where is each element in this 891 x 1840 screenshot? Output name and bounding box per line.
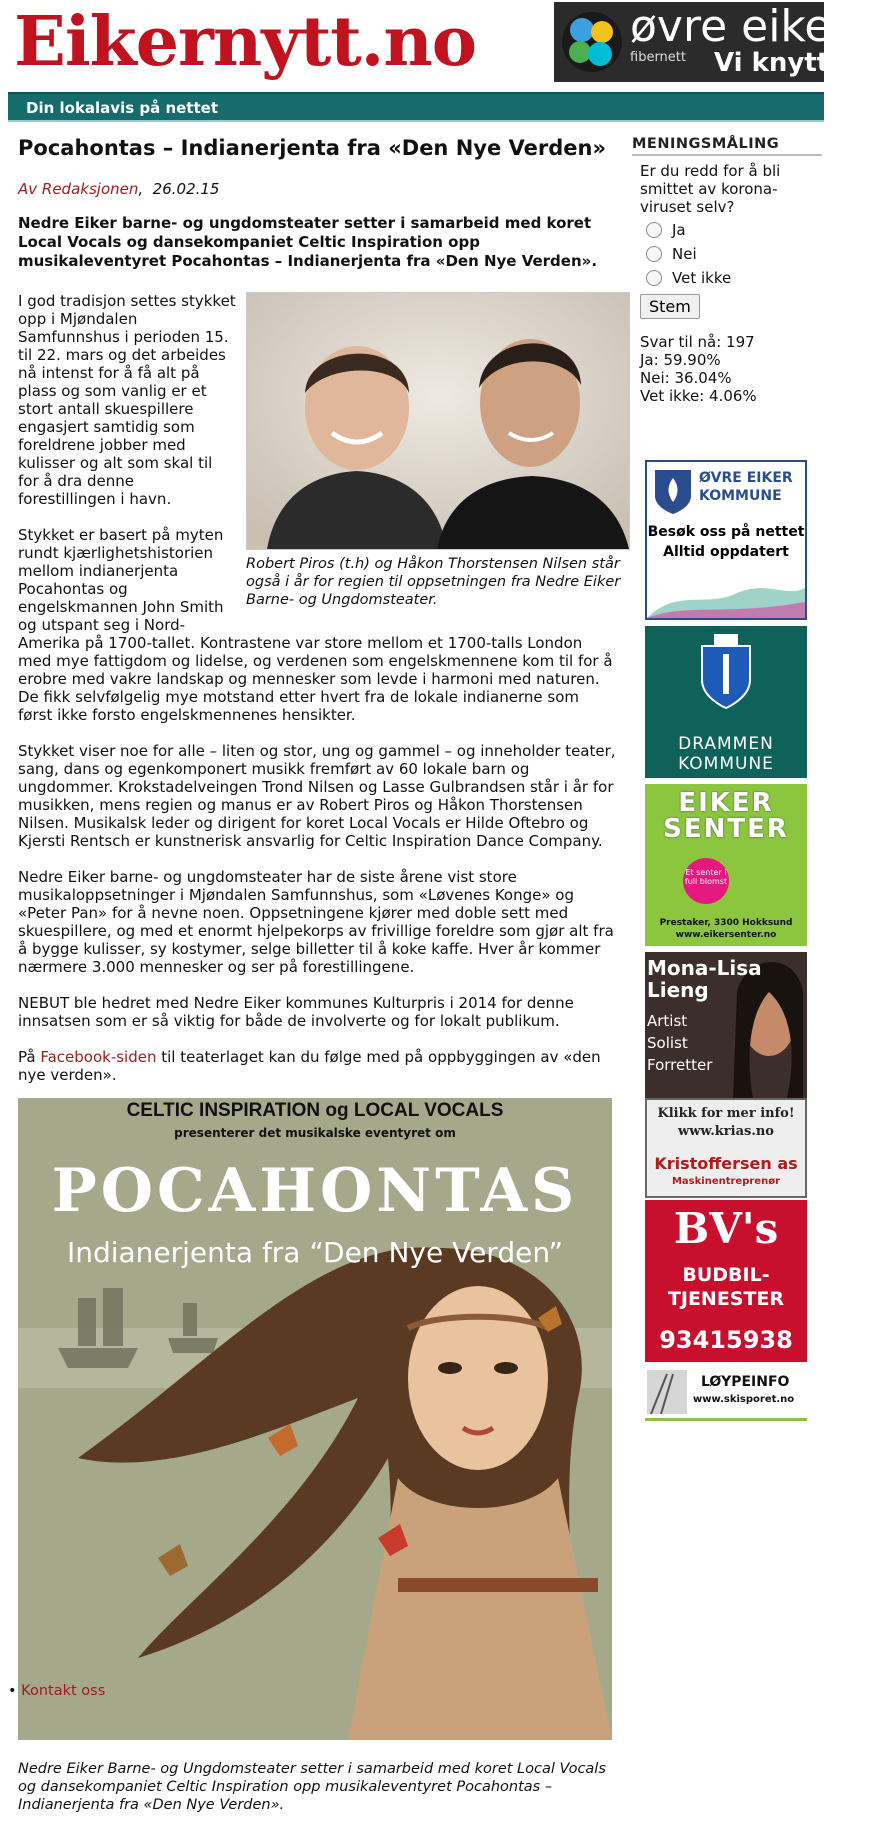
- ad-text: DRAMMEN: [678, 734, 774, 754]
- ad-text: www.eikersenter.no: [675, 930, 777, 940]
- poll-title: MENINGSMÅLING: [632, 136, 822, 156]
- ad-ovre-eiker[interactable]: [645, 460, 807, 620]
- ad-text: www.skisporet.no: [693, 1394, 795, 1405]
- poster-line2: presenterer det musikalske eventyret om: [174, 1126, 456, 1140]
- ad-kristoffersen[interactable]: [645, 1098, 807, 1198]
- paragraph: I god tradisjon settes stykket opp i Mjøndalen Samfunnshus i perioden 15. til 22. mars og det arbeides nå intenst for å få alt på plass og som vanlig er et stort antall skuespillere engasjert samtidig som foreldrene jobber med kulisser og alt som skal til for å dra denne forestillingen i havn.: [18, 292, 236, 508]
- ad-text: Klikk for mer info!: [657, 1106, 795, 1121]
- facebook-link[interactable]: Facebook-siden: [40, 1048, 157, 1066]
- ad-text: KOMMUNE: [678, 754, 774, 774]
- top-ad-slogan: Vi knytter Ø: [714, 48, 891, 78]
- ad-text: Prestaker, 3300 Hokksund: [659, 918, 793, 928]
- byline: Av Redaksjonen, 26.02.15: [18, 180, 220, 198]
- paragraph: Stykket er basert på myten rundt kjærlighetshistorien mellom indianerjenta Pocahontas og engelskmannen John Smith og utspant seg i Nord-Amerika på 1700-tallet. Kontrastene var store mellom et 1700-talls London med mye fattigdom og lidelse, og verdenen som engelskmennene kom til for å erobre med vakre landskap og mennesker som levde i harmoni med naturen. De fikk selvfølgelig mye motstand etter hvert fra de lokale indianerne som først ikke forsto engelskmennenes hensikter.: [18, 526, 613, 724]
- ad-text: Lieng: [647, 978, 709, 1002]
- ad-text: SENTER: [663, 814, 789, 844]
- ad-text: Besøk oss på nettet: [647, 524, 805, 540]
- poster-line1: CELTIC INSPIRATION og LOCAL VOCALS: [126, 1100, 504, 1121]
- ad-bv-budbil[interactable]: [645, 1200, 807, 1362]
- ad-mona-lisa-lieng[interactable]: [645, 952, 807, 1098]
- ad-loypeinfo[interactable]: [645, 1368, 807, 1421]
- ad-text: BV's: [673, 1204, 779, 1253]
- poll-option-ja[interactable]: Ja: [646, 220, 822, 240]
- contact-item: • Kontakt oss: [8, 1683, 106, 1699]
- ad-badge: Et senter i full blomst: [683, 858, 729, 904]
- radio-nei[interactable]: [646, 246, 662, 262]
- ad-text: BUDBIL-: [682, 1264, 770, 1286]
- vote-button[interactable]: Stem: [640, 294, 700, 319]
- fibernett-logo-icon: [560, 10, 624, 74]
- article-date: 26.02.15: [152, 180, 220, 198]
- poster-image: [18, 1098, 612, 1740]
- article-author[interactable]: Av Redaksjonen: [18, 180, 139, 198]
- poll-option-vet-ikke[interactable]: Vet ikke: [646, 268, 822, 288]
- drammen-crest-icon: [696, 632, 756, 712]
- ovre-eiker-crest-icon: [653, 468, 693, 516]
- photo-caption: Robert Piros (t.h) og Håkon Thorstensen Nilsen står også i år for regien til oppsetningen fra Nedre Eiker Barne- og Ungdomsteater.: [246, 556, 621, 608]
- paragraph: Nedre Eiker barne- og ungdomsteater har de siste årene vist store musikaloppsetninger i Mjøndalen Samfunnshus, som «Løvenes Konge» og «Peter Pan» for å nevne noen. Oppsetningene kjører med doble sett med skuespillere, og med et enormt hjelpekorps av frivillige foreldre som gjør alt fra å bygge kulisser, sy kostymer, selge billetter til å koke kaffe. Hver år kommer nærmere 3.000 mennesker og ser på forestillingene.: [18, 868, 614, 976]
- poll-question: Er du redd for å bli smittet av korona-viruset selv?: [640, 162, 781, 216]
- radio-vet-ikke[interactable]: [646, 270, 662, 286]
- poster-subtitle: Indianerjenta fra “Den Nye Verden”: [66, 1236, 564, 1269]
- poll-result: Nei: 36.04%: [640, 369, 732, 387]
- article-lead: Nedre Eiker barne- og ungdomsteater setter i samarbeid med koret Local Vocals og dansekompaniet Celtic Inspiration opp musikaleventyret Pocahontas – Indianerjenta fra «Den Nye Verden».: [18, 214, 598, 270]
- poll-results: [640, 333, 822, 405]
- ad-text: KOMMUNE: [699, 488, 782, 504]
- poster-caption: Nedre Eiker Barne- og Ungdomsteater setter i samarbeid med koret Local Vocals og dansekompaniet Celtic Inspiration opp musikaleventyret Pocahontas – Indianerjenta fra «Den Nye Verden».: [18, 1761, 606, 1813]
- ad-text: EIKER: [678, 788, 774, 818]
- paragraph: NEBUT ble hedret med Nedre Eiker kommunes Kulturpris i 2014 for denne innsatsen som er så viktig for både de involverte og for lokalt publikum.: [18, 994, 574, 1030]
- ad-text: 93415938: [659, 1326, 793, 1354]
- tagline-text: Din lokalavis på nettet: [26, 99, 218, 117]
- ad-text: www.krias.no: [678, 1124, 774, 1139]
- poll: [632, 136, 822, 405]
- ski-track-icon: [647, 1370, 687, 1414]
- top-ad-sub: fibernett: [630, 50, 686, 65]
- tagline-bar: [8, 92, 824, 122]
- ad-text: Solist: [647, 1034, 688, 1052]
- ad-text: Maskinentreprenør: [671, 1176, 781, 1187]
- tagline-divider: [8, 120, 824, 122]
- facebook-paragraph: På Facebook-siden til teaterlaget kan du følge med på oppbyggingen av «den nye verden».: [18, 1048, 601, 1084]
- wave-decoration-icon: [647, 578, 805, 618]
- poll-option-nei[interactable]: Nei: [646, 244, 822, 264]
- paragraph: Stykket viser noe for alle – liten og stor, ung og gammel – og inneholder teater, sang, dans og egenkomponert musikk fremført av 60 lokale barn og ungdommer. Krokstadelveingen Trond Nilsen og Lasse Gulbrandsen står i år for musikken, mens regien og manus er av Robert Piros og Håkon Thorstensen Nilsen. Musikalsk leder og dirigent for koret Local Vocals er Hilde Oftebro og Kjersti Rentsch er kunstnerisk ansvarlig for Celtic Inspiration Dance Company.: [18, 742, 616, 850]
- ad-text: Kristoffersen as: [654, 1154, 798, 1173]
- ad-text: Forretter: [647, 1056, 713, 1074]
- ad-text: Mona-Lisa: [647, 956, 762, 980]
- article-photo: [246, 292, 630, 550]
- poster-title: POCAHONTAS: [51, 1156, 579, 1226]
- ad-text: Alltid oppdatert: [663, 544, 789, 560]
- top-banner-ad[interactable]: [554, 1, 891, 82]
- site-logo[interactable]: Eikernytt.no: [14, 2, 477, 82]
- ad-text: Artist: [647, 1012, 688, 1030]
- ad-text: LØYPEINFO: [701, 1374, 790, 1390]
- directors-photo-image: [247, 293, 629, 549]
- ad-drammen-kommune[interactable]: [645, 626, 807, 778]
- poll-result: Vet ikke: 4.06%: [640, 387, 757, 405]
- radio-ja[interactable]: [646, 222, 662, 238]
- ad-text: ØVRE EIKER: [699, 470, 793, 486]
- top-ad-title: øvre eiker: [630, 1, 850, 52]
- poll-result: Ja: 59.90%: [640, 351, 721, 369]
- contact-link[interactable]: Kontakt oss: [21, 1683, 106, 1699]
- ad-eiker-senter[interactable]: [645, 784, 807, 946]
- article-title: Pocahontas – Indianerjenta fra «Den Nye Verden»: [18, 136, 607, 160]
- ad-text: TJENESTER: [667, 1288, 785, 1310]
- poll-total: Svar til nå: 197: [640, 333, 755, 351]
